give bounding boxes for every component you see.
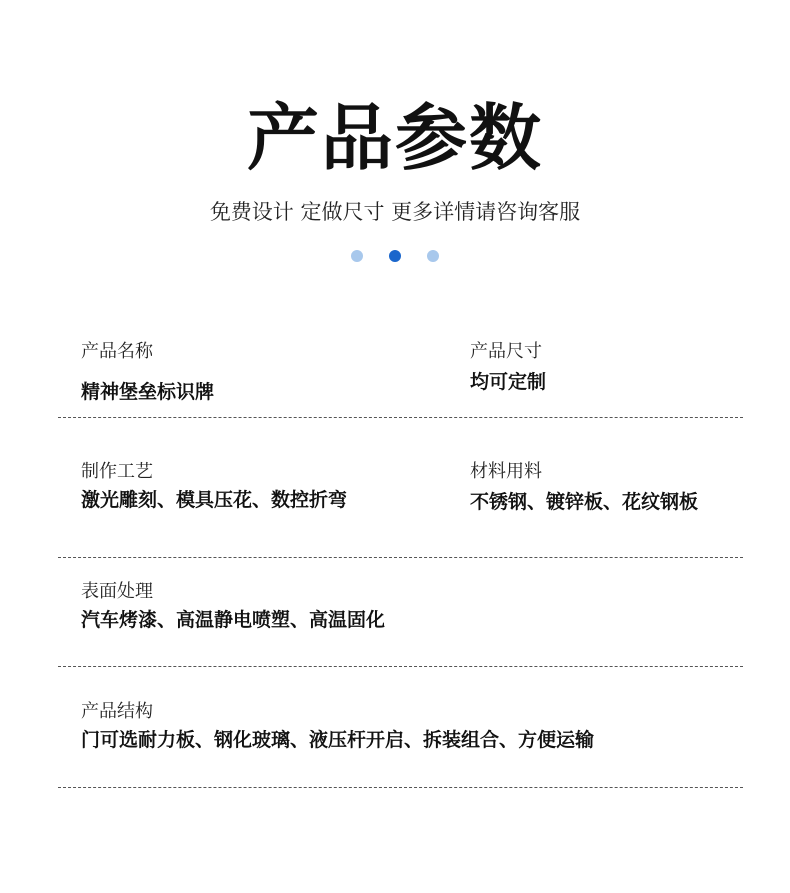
- indicator-dot-1: [351, 250, 363, 262]
- surface-label: 表面处理: [81, 581, 153, 602]
- indicator-dot-3: [427, 250, 439, 262]
- row-divider: [58, 557, 743, 558]
- product-name-value: 精神堡垒标识牌: [81, 381, 215, 403]
- page-subtitle: 免费设计 定做尺寸 更多详情请咨询客服: [209, 200, 581, 224]
- page-title: 产品参数: [246, 96, 543, 180]
- product-size-label: 产品尺寸: [470, 341, 542, 362]
- material-label: 材料用料: [470, 461, 542, 482]
- carousel-indicator: [0, 250, 790, 264]
- row-divider: [58, 787, 743, 788]
- structure-label: 产品结构: [81, 701, 153, 722]
- product-size-value: 均可定制: [470, 371, 547, 393]
- structure-value: 门可选耐力板、钢化玻璃、液压杆开启、拆装组合、方便运输: [81, 729, 595, 751]
- product-name-label: 产品名称: [81, 341, 153, 362]
- material-value: 不锈钢、镀锌板、花纹钢板: [470, 491, 699, 513]
- surface-value: 汽车烤漆、高温静电喷塑、高温固化: [81, 609, 386, 631]
- indicator-dot-2: [389, 250, 401, 262]
- row-divider: [58, 417, 743, 418]
- craft-value: 激光雕刻、模具压花、数控折弯: [81, 489, 348, 511]
- row-divider: [58, 666, 743, 667]
- craft-label: 制作工艺: [81, 461, 153, 482]
